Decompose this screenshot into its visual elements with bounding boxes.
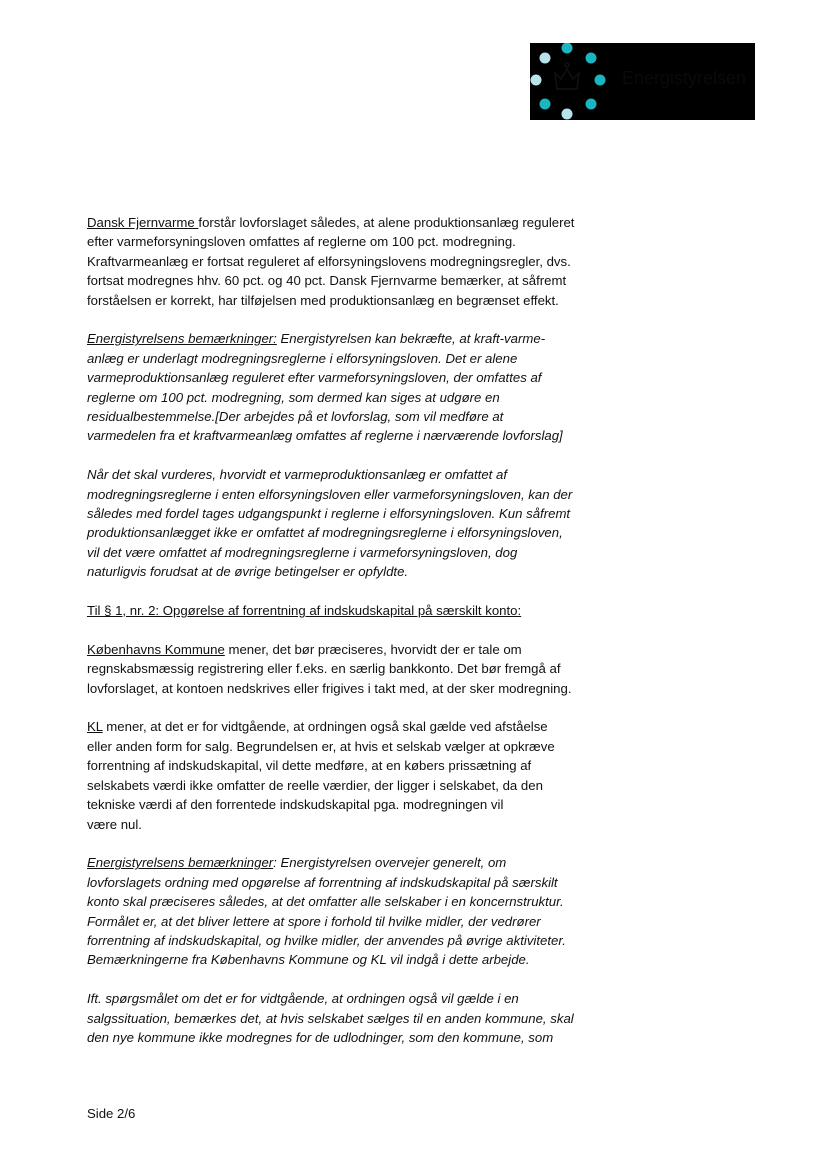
text-line [87, 465, 617, 484]
text-run: mener, at det er for vidtgående, at ordningen også skal gælde ved afståelse [102, 719, 548, 735]
text-line [87, 291, 617, 310]
text-run: modregningsreglerne i enten elforsyningsloven eller varmeforsyningsloven, kan der [87, 486, 573, 502]
text-run: mener, det bør præciseres, hvorvidt der er tale om [224, 641, 522, 657]
document-body [87, 213, 617, 1067]
text-run: residualbestemmelse.[Der arbejdes på et lovforslag, som vil medføre at [87, 409, 504, 425]
text-line [87, 756, 617, 775]
text-run: tekniske værdi af den forrentede indskudskapital pga. modregningen vil [87, 797, 504, 813]
text-run: selskabets værdi ikke omfatter de reelle værdier, der ligger i selskabet, da den [87, 777, 543, 793]
text-run: lovforslagets ordning med opgørelse af forrentning af indskudskapital på særskilt [87, 874, 558, 890]
text-line [87, 1009, 617, 1028]
text-run: Energistyrelsens bemærkninger: [87, 331, 277, 347]
text-line [87, 776, 617, 795]
paragraph [87, 213, 617, 310]
text-line [87, 213, 617, 232]
text-line [87, 931, 617, 950]
paragraph [87, 465, 617, 581]
text-run: konto skal præciseres således, at det omfatter alle selskaber i en koncernstruktur. [87, 894, 564, 910]
text-run: Formålet er, at det bliver lettere at spore i forhold til hvilke midler, der vedrører [87, 913, 541, 929]
text-line [87, 485, 617, 504]
text-line [87, 407, 617, 426]
text-line [87, 640, 617, 659]
text-run: Bemærkningerne fra Københavns Kommune og KL vil indgå i dette arbejde. [87, 952, 530, 968]
text-run: Energistyrelsen kan bekræfte, at kraft-varme- [276, 331, 546, 347]
text-line [87, 892, 617, 911]
text-run: således med fordel tages udgangspunkt i reglerne i elforsyningsloven. Kun såfremt [87, 506, 571, 522]
paragraph [87, 601, 617, 620]
text-run: Kraftvarmeanlæg er fortsat reguleret af elforsyningslovens modregningsregler, dvs. [87, 253, 571, 269]
text-run: eller anden form for salg. Begrundelsen er, at hvis et selskab vælger at opkræve [87, 738, 555, 754]
text-line [87, 504, 617, 523]
text-line [87, 252, 617, 271]
text-line [87, 523, 617, 542]
text-run: forrentning af indskudskapital, vil dette medføre, at en købers prissætning af [87, 758, 532, 774]
text-run: Når det skal vurderes, hvorvidt et varmeproduktionsanlæg er omfattet af [87, 467, 507, 483]
text-run: den nye kommune ikke modregnes for de udlodninger, som den kommune, som [87, 1029, 554, 1045]
text-line [87, 1028, 617, 1047]
paragraph [87, 853, 617, 969]
text-line [87, 717, 617, 736]
text-run: varmedelen fra et kraftvarmeanlæg omfattes af reglerne i nærværende lovforslag] [87, 428, 563, 444]
text-run: Dansk Fjernvarme [87, 215, 199, 230]
text-run: varmeproduktionsanlæg reguleret efter varmeforsyningsloven, der omfattes af [87, 370, 542, 386]
text-line [87, 232, 617, 251]
text-line [87, 950, 617, 969]
text-run: Energistyrelsens bemærkninger [87, 855, 274, 871]
text-run: Ift. spørgsmålet om det er for vidtgående, at ordningen også vil gælde i en [87, 991, 519, 1007]
text-line [87, 873, 617, 892]
text-line [87, 368, 617, 387]
text-run: anlæg er underlagt modregningsreglerne i elforsyningsloven. Det er alene [87, 350, 518, 366]
text-line [87, 912, 617, 931]
text-run: fortsat modregnes hhv. 60 pct. og 40 pct. Dansk Fjernvarme bemærker, at såfremt [87, 273, 567, 289]
text-run: Københavns Kommune [87, 641, 225, 657]
text-run: lovforslaget, at kontoen nedskrives eller frigives i takt med, at der sker modregning. [87, 680, 572, 696]
text-line [87, 989, 617, 1008]
text-run: efter varmeforsyningsloven omfattes af reglerne om 100 pct. modregning. [87, 234, 516, 250]
text-run: forrentning af indskudskapital, og hvilke midler, der anvendes på øvrige aktiviteter. [87, 932, 566, 948]
text-run: salgssituation, bemærkes det, at hvis selskabet sælges til en anden kommune, skal [87, 1010, 574, 1026]
text-run: være nul. [87, 816, 142, 832]
text-line [87, 349, 617, 368]
text-line [87, 271, 617, 290]
text-line [87, 659, 617, 678]
text-run: forståelsen er korrekt, har tilføjelsen med produktionsanlæg en begrænset effekt. [87, 292, 559, 308]
paragraph [87, 717, 617, 833]
paragraph [87, 989, 617, 1047]
text-line [87, 329, 617, 348]
logo-text: Energistyrelsen [622, 68, 747, 88]
text-run: KL [87, 719, 103, 735]
text-line [87, 601, 617, 620]
text-line [87, 562, 617, 581]
paragraph [87, 329, 617, 445]
text-run: naturligvis forudsat at de øvrige betingelser er opfyldte. [87, 564, 409, 580]
page-number: Side 2/6 [87, 1106, 136, 1121]
text-run: produktionsanlægget ikke er omfattet af modregningsreglerne i elforsyningsloven, [87, 525, 563, 541]
text-run: Til § 1, nr. 2: Opgørelse af forrentning af indskudskapital på særskilt konto: [87, 603, 522, 619]
text-line [87, 679, 617, 698]
text-line [87, 795, 617, 814]
energistyrelsen-logo [530, 43, 755, 120]
text-line [87, 853, 617, 872]
paragraph [87, 640, 617, 698]
text-run: vil det være omfattet af modregningsreglerne i varmeforsyningsloven, dog [87, 544, 518, 560]
text-line [87, 815, 617, 834]
text-line [87, 737, 617, 756]
text-run: reglerne om 100 pct. modregning, som dermed kan siges at udgøre en [87, 389, 500, 405]
text-run: regnskabsmæssig registrering eller f.eks. en særlig bankkonto. Det bør fremgå af [87, 661, 561, 677]
text-line [87, 426, 617, 445]
text-line [87, 543, 617, 562]
text-run: : Energistyrelsen overvejer generelt, om [273, 855, 507, 871]
text-run: forstår lovforslaget således, at alene produktionsanlæg reguleret [198, 215, 575, 230]
text-line [87, 388, 617, 407]
